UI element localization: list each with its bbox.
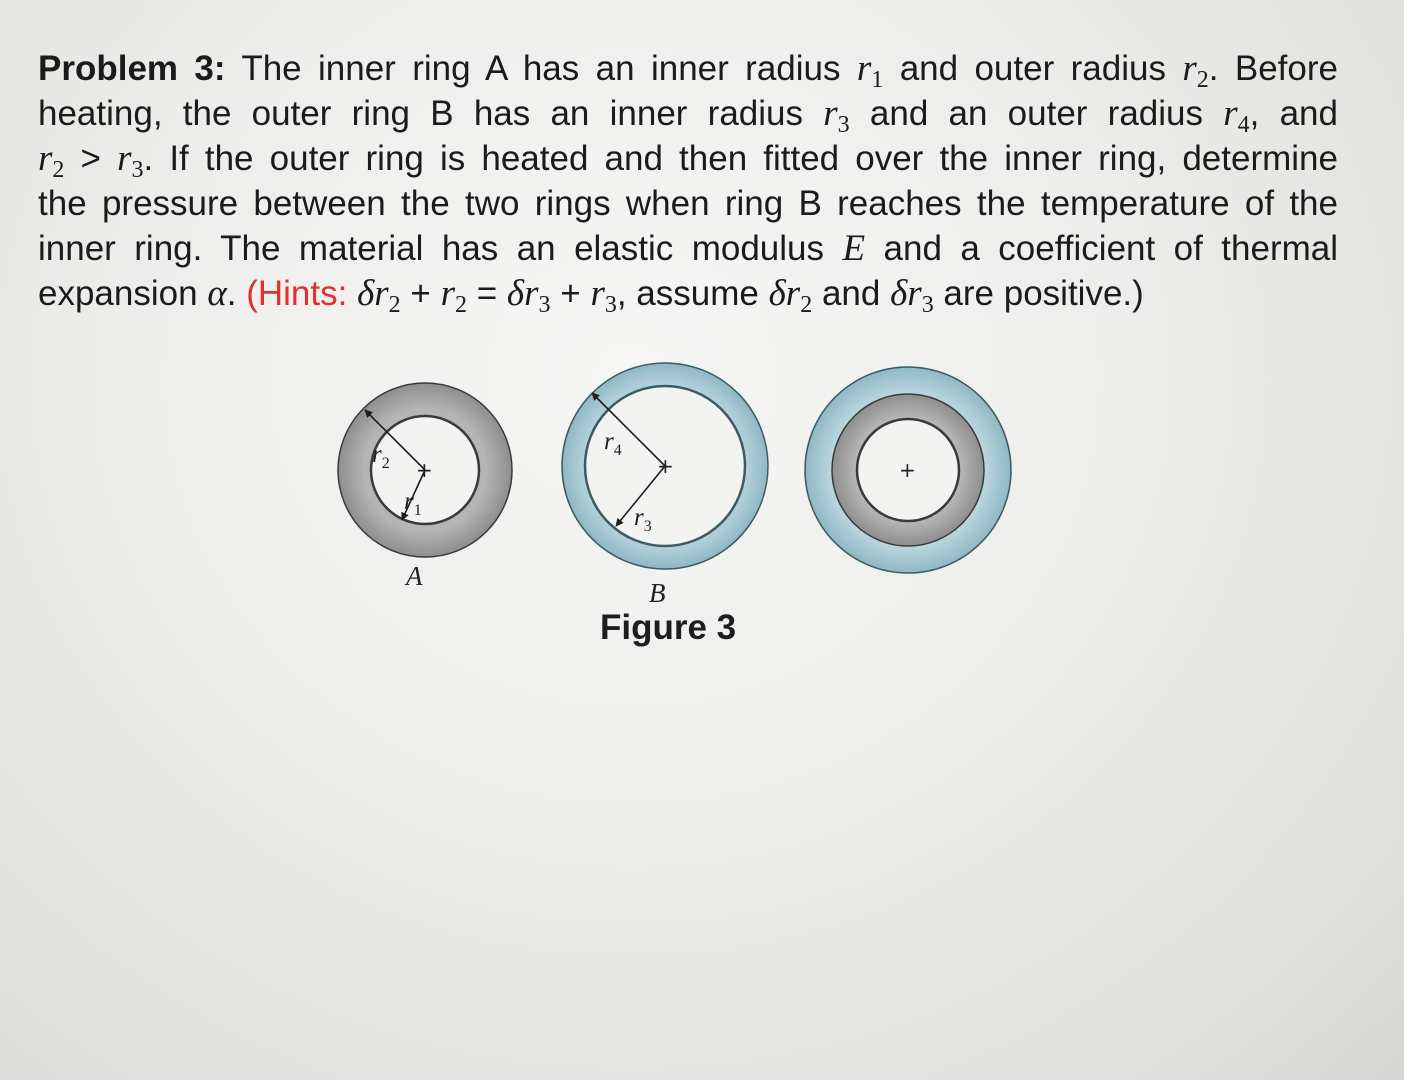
symbol-delta-r3: $\delta r_3$ <box>890 273 934 318</box>
text-segment: are positive.) <box>943 274 1144 313</box>
text-segment: and <box>821 274 881 313</box>
text-segment: and a coefficient of thermal <box>883 229 1338 268</box>
text-segment: , and <box>1249 94 1338 133</box>
text-segment: . Before <box>1208 49 1338 88</box>
text-segment: The inner ring A has an inner radius <box>241 49 841 88</box>
text-segment: . <box>226 274 237 313</box>
r4-label: $r_4$ <box>604 428 622 459</box>
ring-a <box>338 383 512 557</box>
r3-label: $r_3$ <box>634 504 652 535</box>
text-segment: heating, the outer ring B has an inner radius <box>38 94 804 133</box>
symbol-r3: $r_3$ <box>117 138 144 183</box>
symbol-delta-r3: $\delta r_3$ <box>506 273 551 318</box>
ring-a-label: A <box>406 561 423 591</box>
text-segment: , assume <box>616 274 759 313</box>
symbol-E: E <box>842 228 866 269</box>
symbol-alpha: α <box>207 273 227 314</box>
r1-label: $r_1$ <box>404 488 422 519</box>
r2-label: $r_2$ <box>372 441 390 472</box>
center-mark: + <box>899 458 916 482</box>
symbol-delta-r2: $\delta r_2$ <box>768 273 813 318</box>
text-segment: expansion <box>38 274 198 313</box>
text-segment: the pressure between the two rings when ring B reaches the temperature of the <box>38 184 1338 223</box>
hint-label: (Hints: <box>246 274 348 313</box>
assembled-rings <box>805 367 1011 573</box>
ring-b-label: B <box>649 578 666 608</box>
symbol-r3: $r_3$ <box>823 93 850 138</box>
plus-sign: + <box>410 274 431 313</box>
center-mark: + <box>416 458 433 482</box>
ring-b <box>562 363 768 569</box>
symbol-r3: $r_3$ <box>590 273 617 318</box>
symbol-r2: $r_2$ <box>38 138 65 183</box>
problem-label: Problem 3: <box>38 49 226 88</box>
text-segment: inner ring. The material has an elastic modulus <box>38 229 825 268</box>
plus-sign: + <box>560 274 581 313</box>
symbol-r4: $r_4$ <box>1223 93 1250 138</box>
symbol-r1: $r_1$ <box>856 48 884 93</box>
symbol-r2: $r_2$ <box>1182 48 1209 93</box>
figure-caption: Figure 3 <box>600 608 737 647</box>
equals-sign: = <box>476 274 498 313</box>
center-mark: + <box>657 454 674 478</box>
symbol-r2: $r_2$ <box>440 273 467 318</box>
text-segment: and outer radius <box>899 49 1166 88</box>
text-segment: and an outer radius <box>869 94 1203 133</box>
greater-than-sign: > <box>80 139 101 178</box>
text-segment: . If the outer ring is heated and then fitted over the inner ring, determine <box>143 139 1338 178</box>
symbol-delta-r2: $\delta r_2$ <box>357 273 401 318</box>
